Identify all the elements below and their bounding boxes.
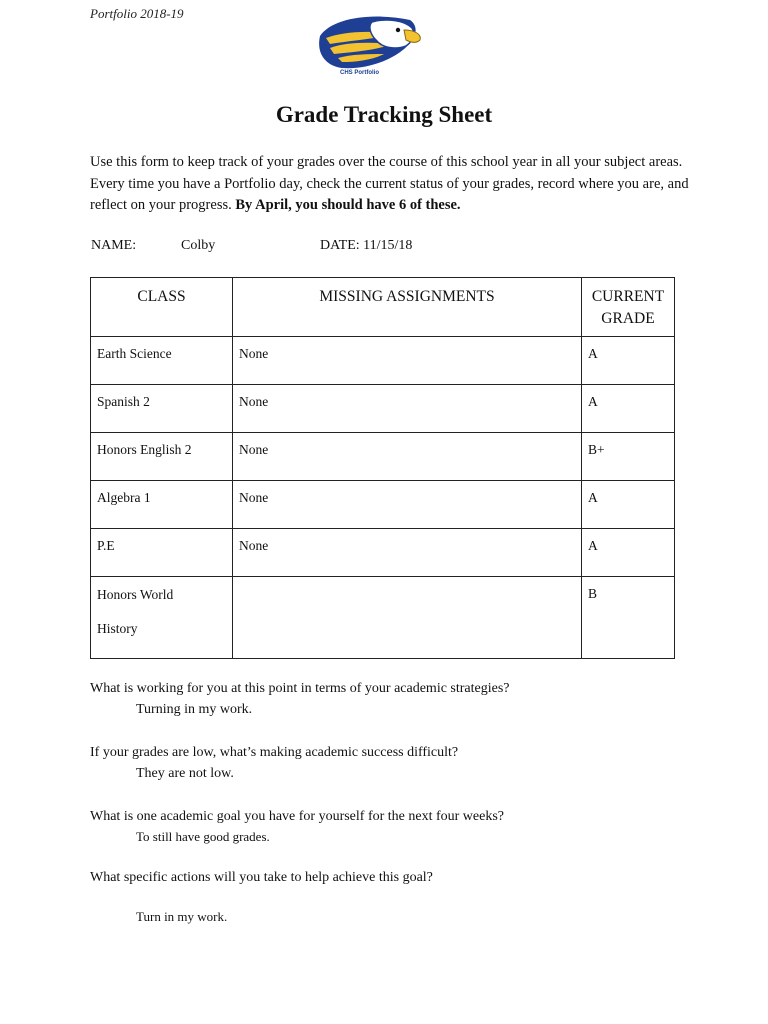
grade-cell: A [582,481,675,529]
header-missing-assignments: MISSING ASSIGNMENTS [233,278,582,337]
answer-2: They are not low. [136,766,234,781]
question-4: What specific actions will you take to help achieve this goal? [90,870,433,885]
header-class: CLASS [91,278,233,337]
question-2: If your grades are low, what’s making academic success difficult? [90,745,459,760]
table-row [91,577,675,659]
grade-cell: A [582,385,675,433]
table-header-row [91,278,675,337]
class-cell: Earth Science [91,337,233,385]
grade-cell: B [582,577,675,659]
question-3: What is one academic goal you have for yourself for the next four weeks? [90,809,505,824]
page-title: Grade Tracking Sheet [275,102,493,127]
class-line-1: Honors World [97,587,174,602]
table-row [91,433,675,481]
grade-cell: A [582,337,675,385]
missing-cell: None [233,433,582,481]
header-current-grade: CURRENT GRADE [582,278,675,337]
instructions-text: Use this form to keep track of your grades over the course of this school year in all your subject areas. Every time you have a Portfolio day, check the current status of your grades, record where you are, and reflect on your progress. [90,154,689,213]
name-label: NAME: [91,238,137,253]
grade-cell: B+ [582,433,675,481]
missing-cell: None [233,337,582,385]
name-value: Colby [181,238,216,253]
table-row [91,529,675,577]
answer-1: Turning in my work. [136,702,253,717]
class-cell: Algebra 1 [91,481,233,529]
missing-cell [233,577,582,659]
missing-cell: None [233,385,582,433]
question-1: What is working for you at this point in terms of your academic strategies? [90,681,510,696]
grade-cell: A [582,529,675,577]
table-row [91,385,675,433]
date-field: DATE: 11/15/18 [320,238,413,253]
class-cell [91,577,233,659]
instructions-deadline: By April, you should have 6 of these. [235,197,461,213]
missing-cell: None [233,481,582,529]
class-line-2: History [97,621,138,636]
class-cell: Honors English 2 [91,433,233,481]
instructions-paragraph [90,152,690,217]
logo-caption: CHS Portfolio [340,70,379,76]
table-row [91,337,675,385]
class-cell: P.E [91,529,233,577]
answer-3: To still have good grades. [136,829,270,844]
class-cell: Spanish 2 [91,385,233,433]
portfolio-year-label: Portfolio 2018-19 [90,6,184,21]
missing-cell: None [233,529,582,577]
grade-table [90,277,675,659]
table-row [91,481,675,529]
answer-4: Turn in my work. [136,909,228,924]
